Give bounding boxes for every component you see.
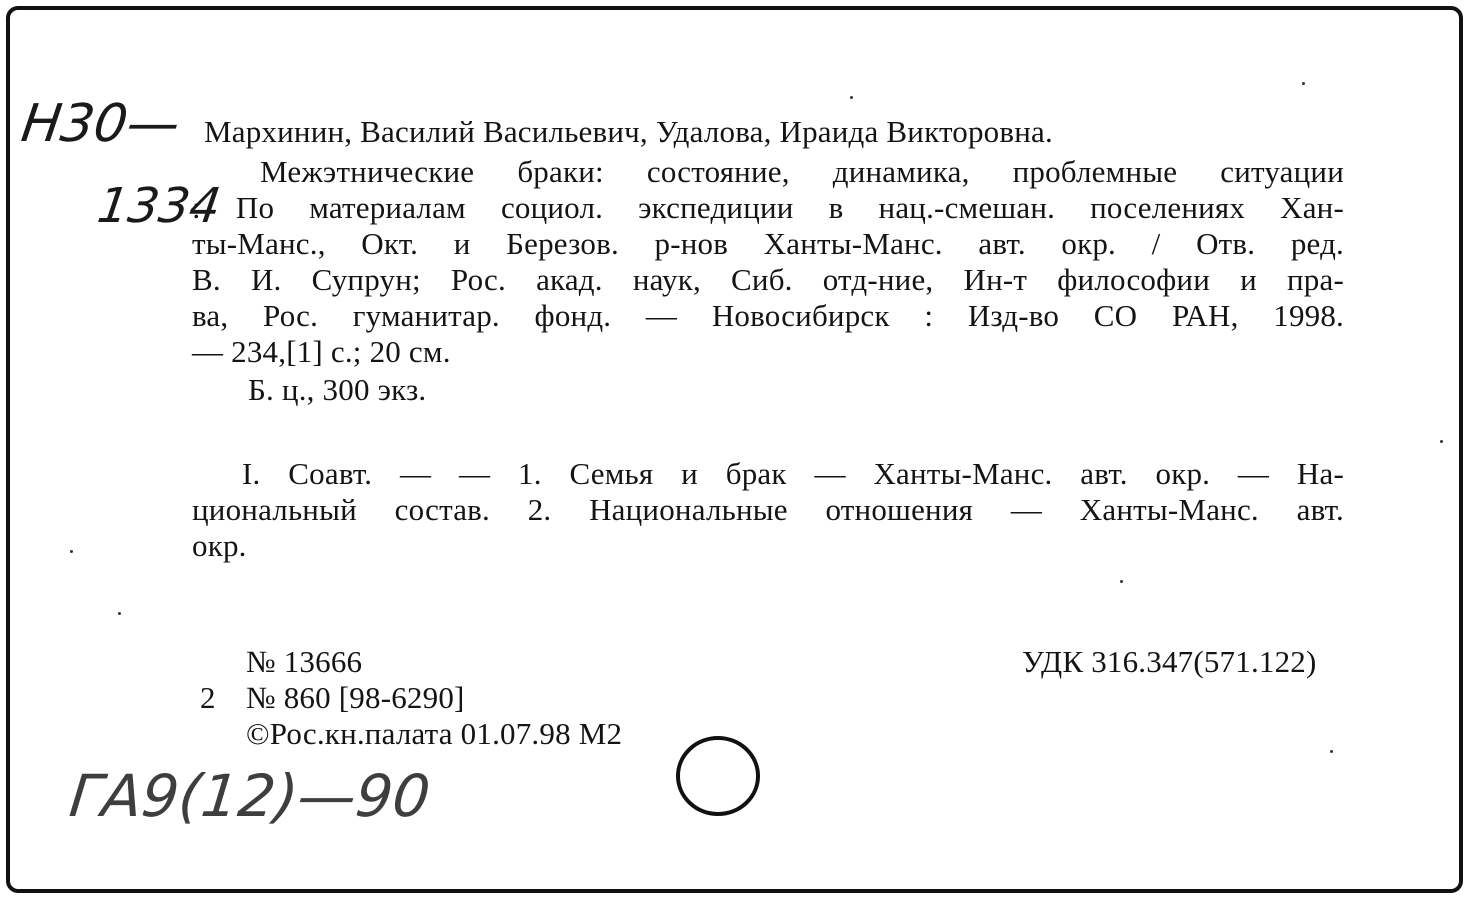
catalog-card (6, 6, 1463, 893)
handwritten-code-bottom: 1334 (94, 178, 225, 234)
scan-speck (1440, 440, 1443, 443)
handwritten-code-top: Н30— (17, 94, 184, 154)
scan-speck (70, 550, 73, 553)
entry-pages: — 234,[1] с.; 20 см. (192, 334, 451, 369)
entry-heading: Мархинин, Василий Васильевич, Удалова, Ираида Викторовна. (204, 114, 1053, 149)
entry-body-line: ва, Рос. гуманитар. фонд. — Новосибирск : Изд-во СО РАН, 1998. (192, 298, 1344, 333)
entry-body (192, 154, 1344, 334)
scan-speck (1302, 82, 1305, 85)
entry-body-line: : По материалам социол. экспедиции в нац.-смешан. поселениях Хан- (192, 190, 1344, 225)
book-chamber-line: ©Рос.кн.палата 01.07.98 М2 (246, 716, 623, 751)
record-prefix: 2 (200, 680, 216, 715)
scan-speck (850, 96, 853, 99)
punch-hole-circle (670, 730, 770, 820)
entry-body-line: Межэтнические браки: состояние, динамика, проблемные ситуации (260, 154, 1344, 189)
udk-code: УДК 316.347(571.122) (1022, 644, 1317, 679)
entry-body-line: В. И. Супрун; Рос. акад. наук, Сиб. отд-ние, Ин-т философии и пра- (192, 262, 1344, 297)
scan-speck (118, 612, 121, 615)
record-number-2: № 860 [98-6290] (246, 680, 465, 715)
scan-speck (1330, 750, 1333, 753)
subject-line: окр. (192, 528, 247, 563)
scan-speck (1120, 580, 1123, 583)
entry-price: Б. ц., 300 экз. (248, 372, 427, 407)
entry-body-line: ты-Манс., Окт. и Березов. р-нов Ханты-Манс. авт. окр. / Отв. ред. (192, 226, 1344, 261)
record-number: № 13666 (246, 644, 363, 679)
subject-block (192, 456, 1344, 564)
handwritten-shelf-mark: ГА9(12)—90 (66, 762, 434, 830)
subject-line: I. Соавт. — — 1. Семья и брак — Ханты-Манс. авт. окр. — На- (242, 456, 1344, 491)
subject-line: циональный состав. 2. Национальные отношения — Ханты-Манс. авт. (192, 492, 1344, 527)
